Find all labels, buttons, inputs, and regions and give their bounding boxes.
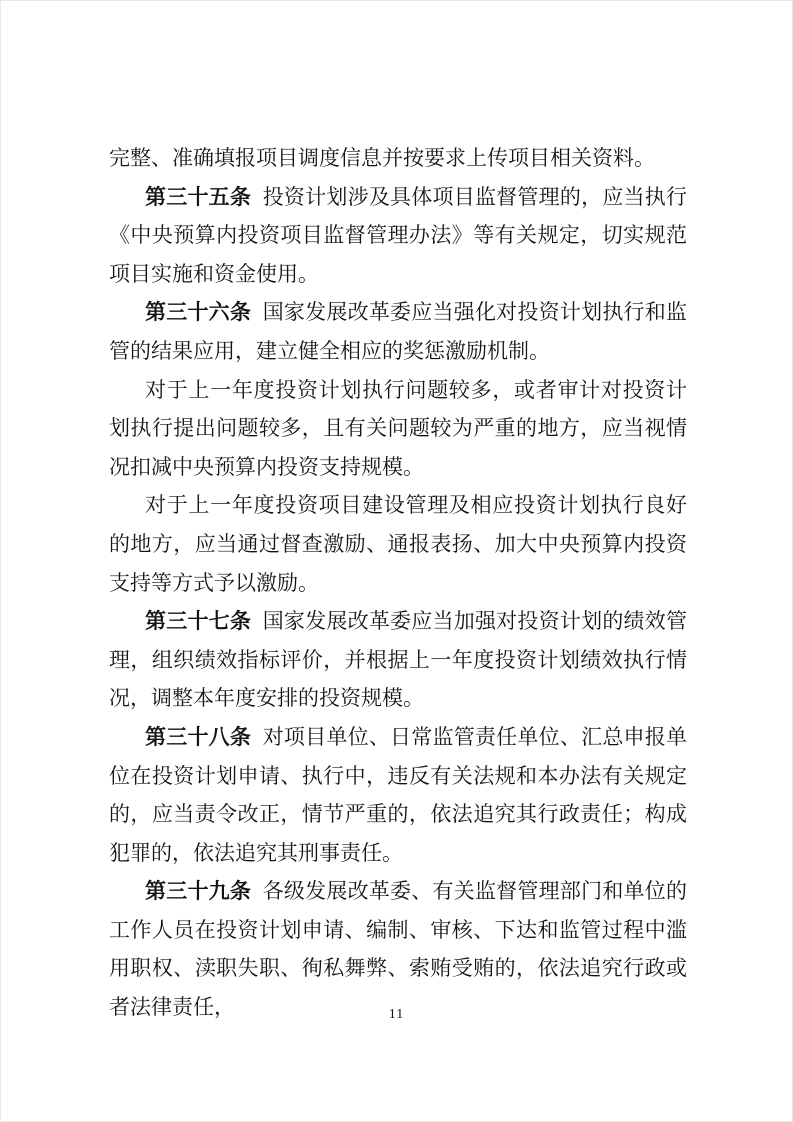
paragraph [109, 371, 687, 487]
paragraph-text: 对于上一年度投资计划执行问题较多，或者审计对投资计划执行提出问题较多，且有关问题较为严重的地方，应当视情况扣减中央预算内投资支持规模。 [109, 377, 687, 479]
paragraph [109, 486, 687, 602]
page-number: 11 [388, 1007, 405, 1022]
paragraph-text: 各级发展改革委、有关监督管理部门和单位的工作人员在投资计划申请、编制、审核、下达和监管过程中滥用职权、渎职失职、徇私舞弊、索贿受贿的，依法追究行政或者法律责任， [109, 879, 688, 1020]
paragraph-text: 对项目单位、日常监管责任单位、汇总申报单位在投资计划申请、执行中，违反有关法规和本办法有关规定的，应当责令改正，情节严重的，依法追究其行政责任；构成犯罪的，依法追究其刑事责任。 [109, 724, 688, 865]
paragraph [109, 293, 687, 370]
article-number: 第三十五条 [145, 184, 252, 209]
paragraph [109, 178, 687, 294]
paragraph [109, 872, 687, 1026]
paragraph [109, 139, 687, 178]
article-number: 第三十七条 [145, 609, 252, 634]
article-number: 第三十九条 [145, 879, 252, 904]
paragraph-text: 投资计划涉及具体项目监督管理的，应当执行《中央预算内投资项目监督管理办法》等有关规定，切实规范项目实施和资金使用。 [109, 184, 688, 286]
paragraph-text: 对于上一年度投资项目建设管理及相应投资计划执行良好的地方，应当通过督查激励、通报表扬、加大中央预算内投资支持等方式予以激励。 [109, 493, 687, 595]
paragraph-text: 完整、准确填报项目调度信息并按要求上传项目相关资料。 [109, 146, 655, 170]
paragraph [109, 718, 687, 872]
article-number: 第三十六条 [145, 300, 252, 325]
paragraph-text: 国家发展改革委应当强化对投资计划执行和监管的结果应用，建立健全相应的奖惩激励机制。 [109, 300, 688, 363]
paragraph-text: 国家发展改革委应当加强对投资计划的绩效管理，组织绩效指标评价，并根据上一年度投资计划绩效执行情况，调整本年度安排的投资规模。 [109, 609, 688, 711]
document-body [109, 139, 687, 1027]
article-number: 第三十八条 [145, 724, 252, 749]
paragraph [109, 602, 687, 718]
